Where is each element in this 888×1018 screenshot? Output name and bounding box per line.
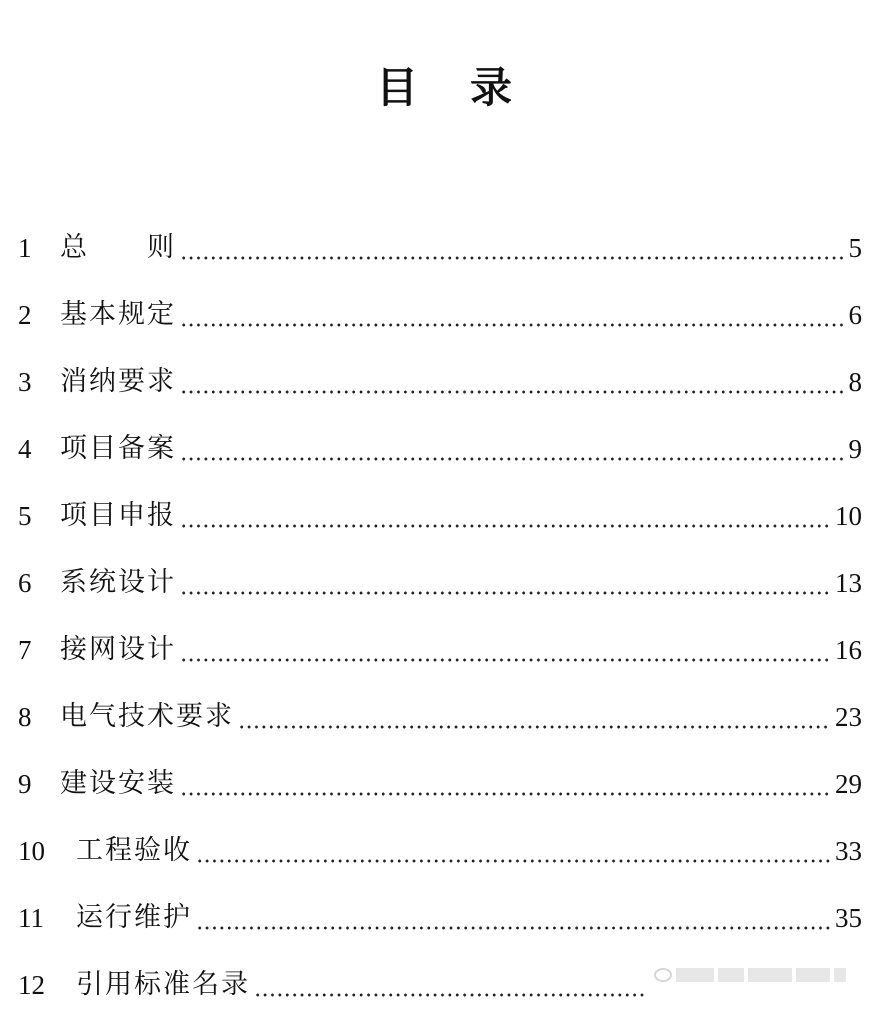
table-of-contents	[18, 214, 862, 1018]
toc-row[interactable]	[18, 951, 862, 1018]
watermark-blur-block	[748, 968, 792, 982]
toc-label: 总 则	[60, 231, 176, 263]
toc-page-number: 35	[835, 902, 862, 933]
toc-label: 工程验收	[76, 834, 192, 866]
toc-number: 6	[18, 567, 32, 598]
dot-leader	[180, 635, 831, 665]
toc-label: 项目申报	[60, 499, 176, 531]
watermark-logo-icon	[654, 968, 672, 982]
dot-leader	[180, 367, 844, 397]
watermark-blur-block	[796, 968, 830, 982]
toc-number: 1	[18, 232, 32, 263]
toc-label: 基本规定	[60, 298, 176, 330]
toc-row[interactable]	[18, 415, 862, 482]
page-title	[0, 58, 888, 118]
toc-row[interactable]	[18, 750, 862, 817]
toc-number: 10	[18, 835, 45, 866]
toc-page-number: 9	[848, 433, 862, 464]
toc-label: 电气技术要求	[60, 700, 234, 732]
toc-number: 5	[18, 500, 32, 531]
watermark-blur-block	[718, 968, 744, 982]
dot-leader	[196, 836, 831, 866]
toc-label: 运行维护	[76, 901, 192, 933]
blurred-watermark	[654, 966, 866, 984]
toc-label: 系统设计	[60, 566, 176, 598]
toc-row[interactable]	[18, 482, 862, 549]
toc-page-number: 10	[835, 500, 862, 531]
dot-leader	[180, 769, 831, 799]
dot-leader	[180, 233, 844, 263]
toc-row[interactable]	[18, 348, 862, 415]
dot-leader	[180, 568, 831, 598]
title-char-2: 录	[470, 63, 513, 112]
toc-page-number: 5	[848, 232, 862, 263]
toc-page-number: 13	[835, 567, 862, 598]
toc-label: 建设安装	[60, 767, 176, 799]
toc-number: 8	[18, 701, 32, 732]
dot-leader	[180, 300, 844, 330]
dot-leader	[196, 903, 831, 933]
toc-label: 消纳要求	[60, 365, 176, 397]
toc-number: 4	[18, 433, 32, 464]
watermark-blur-block	[834, 968, 846, 982]
toc-row[interactable]	[18, 616, 862, 683]
toc-number: 2	[18, 299, 32, 330]
title-char-1: 目	[375, 63, 418, 112]
toc-page-number: 16	[835, 634, 862, 665]
toc-label: 引用标准名录	[76, 968, 250, 1000]
toc-number: 3	[18, 366, 32, 397]
dot-leader	[180, 434, 844, 464]
dot-leader	[180, 501, 831, 531]
toc-number: 7	[18, 634, 32, 665]
watermark-blur-block	[676, 968, 714, 982]
toc-row[interactable]	[18, 549, 862, 616]
toc-number: 11	[18, 902, 44, 933]
toc-row[interactable]	[18, 214, 862, 281]
toc-label: 接网设计	[60, 633, 176, 665]
toc-row[interactable]	[18, 683, 862, 750]
toc-label: 项目备案	[60, 432, 176, 464]
dot-leader	[254, 970, 644, 1000]
toc-row[interactable]	[18, 281, 862, 348]
toc-page-number: 6	[848, 299, 862, 330]
toc-number: 9	[18, 768, 32, 799]
toc-page-number: 23	[835, 701, 862, 732]
toc-page-number: 8	[848, 366, 862, 397]
toc-page-number: 33	[835, 835, 862, 866]
toc-row[interactable]	[18, 884, 862, 951]
toc-number: 12	[18, 969, 45, 1000]
dot-leader	[238, 702, 831, 732]
toc-row[interactable]	[18, 817, 862, 884]
toc-page-number: 29	[835, 768, 862, 799]
